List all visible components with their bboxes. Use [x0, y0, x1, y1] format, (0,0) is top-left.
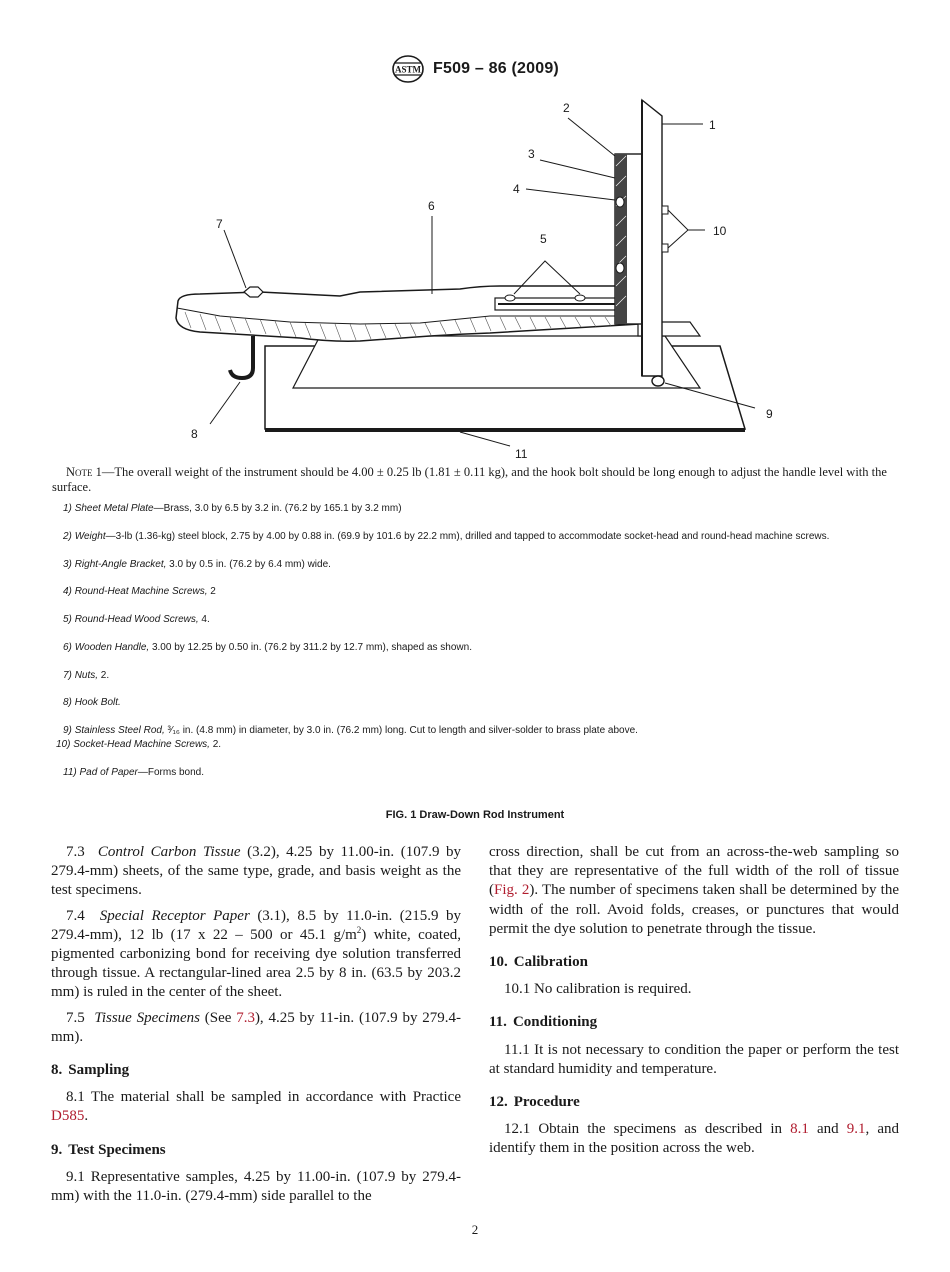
callout-9: 9 [766, 407, 773, 421]
astm-logo-icon [391, 54, 425, 84]
standard-designation: F509 – 86 (2009) [433, 60, 559, 77]
logo-text: ASTM [395, 64, 422, 75]
part-item: 3) Right-Angle Bracket, 3.0 by 0.5 in. (76.2 by 6.4 mm) wide. [63, 559, 331, 570]
part-item: 4) Round-Heat Machine Screws, 2 [63, 586, 216, 597]
note-label: Note 1 [66, 465, 102, 479]
part-item: 6) Wooden Handle, 3.00 by 12.25 by 0.50 in. (76.2 by 311.2 by 12.7 mm), shaped as shown. [63, 642, 472, 653]
right-column [489, 843, 899, 1165]
callout-2: 2 [563, 101, 570, 115]
stainless-steel-rod [652, 376, 664, 386]
page-header [0, 54, 950, 84]
heading-conditioning: 11. Conditioning [489, 1014, 598, 1031]
sheet-metal-plate [642, 100, 662, 376]
left-column [51, 843, 461, 1212]
callout-3: 3 [528, 147, 535, 161]
draw-down-rod-figure [160, 96, 790, 458]
figure-note [52, 465, 902, 495]
part-item: 9) Stainless Steel Rod, ³⁄₁₆ in. (4.8 mm) in diameter, by 3.0 in. (76.2 mm) long. Cut to length and silver-solder to brass plate above. [63, 725, 638, 736]
heading-procedure: 12. Procedure [489, 1094, 580, 1111]
callout-5: 5 [540, 232, 547, 246]
heading-sampling: 8. Sampling [51, 1062, 130, 1079]
part-item: 10) Socket-Head Machine Screws, 2. [56, 739, 222, 750]
paragraph-9-1: 9.1 Representative samples, 4.25 by 11.00-in. (107.9 by 279.4-mm) with the 11.0-in. (279.4-mm) side parallel to the [51, 1168, 461, 1205]
heading-test-specimens: 9. Test Specimens [51, 1141, 166, 1158]
paragraph-11-1: 11.1 It is not necessary to condition the paper or perform the test at standard humidity and temperature. [489, 1041, 899, 1077]
page-number: 2 [471, 1222, 479, 1237]
paragraph-10-1: 10.1 No calibration is required. [504, 981, 692, 998]
paragraph-8-1: 8.1 The material shall be sampled in accordance with Practice D585. [51, 1089, 461, 1125]
receptor-sheet [293, 336, 700, 388]
paragraph-7-4: 7.4 Special Receptor Paper (3.1), 8.5 by 11.0-in. (215.9 by 279.4-mm), 12 lb (17 x 22 – 500 or 45.1 $g/m^2$) white, coated, pigmented carbonizing bond for receiving dye solution transferred through tissue. A rectangular-lined area 2.5 by 8 in. (63.5 by 203.2 mm) is ruled in the center of the sheet. [51, 907, 462, 1001]
wooden-handle [176, 286, 640, 341]
part-item: 2) Weight—3-lb (1.36-kg) steel block, 2.75 by 4.00 by 0.88 in. (69.9 by 101.6 by 22.2 mm), drilled and tapped to accommodate socket-head and round-head machine screws. [63, 531, 830, 542]
part-item: 1) Sheet Metal Plate—Brass, 3.0 by 6.5 by 3.2 in. (76.2 by 165.1 by 3.2 mm) [63, 503, 402, 514]
callout-4: 4 [513, 182, 520, 196]
paragraph-7-5: 7.5 Tissue Specimens (See 7.3), 4.25 by 11-in. (107.9 by 279.4-mm). [51, 1009, 462, 1045]
callout-8: 8 [191, 427, 198, 441]
callout-11: 11 [515, 447, 528, 458]
heading-calibration: 10. Calibration [489, 954, 588, 971]
paragraph-9-1-continued: cross direction, shall be cut from an across-the-web sampling so that they are representative of the full width of the roll of tissue (Fig. 2). The number of specimens taken shall be determined by the width of the roll. Avoid folds, creases, or punctures that would permit the dye solution to penetrate through the tissue. [489, 844, 899, 937]
link-fig-2[interactable]: Fig. 2 [494, 882, 530, 899]
part-item: 5) Round-Head Wood Screws, 4. [63, 614, 210, 625]
link-9-1[interactable]: 9.1 [846, 1121, 866, 1138]
part-item: 11) Pad of Paper—Forms bond. [63, 767, 205, 778]
figure-caption: FIG. 1 Draw-Down Rod Instrument [385, 809, 565, 821]
callout-10: 10 [713, 224, 727, 238]
callout-7: 7 [216, 217, 223, 231]
hook-bolt [230, 336, 253, 378]
paragraph-12-1: 12.1 Obtain the specimens as described in 8.1 and 9.1, and identify them in the position across the web. [489, 1121, 899, 1157]
note-text: —The overall weight of the instrument should be 4.00 ± 0.25 lb (1.81 ± 0.11 kg), and the hook bolt should be long enough to adjust the handle level with the surface. [52, 465, 887, 494]
link-d585[interactable]: D585 [51, 1108, 85, 1125]
part-item: 8) Hook Bolt. [63, 697, 121, 708]
callout-6: 6 [428, 199, 435, 213]
part-item: 7) Nuts, 2. [63, 670, 110, 681]
link-7-3[interactable]: 7.3 [236, 1009, 255, 1026]
paragraph-7-3: 7.3 Control Carbon Tissue (3.2), 4.25 by 11.00-in. (107.9 by 279.4-mm) sheets, of the same type, grade, and basis weight as the test specimens. [51, 844, 462, 899]
link-8-1[interactable]: 8.1 [790, 1121, 809, 1138]
callout-1: 1 [709, 118, 716, 132]
